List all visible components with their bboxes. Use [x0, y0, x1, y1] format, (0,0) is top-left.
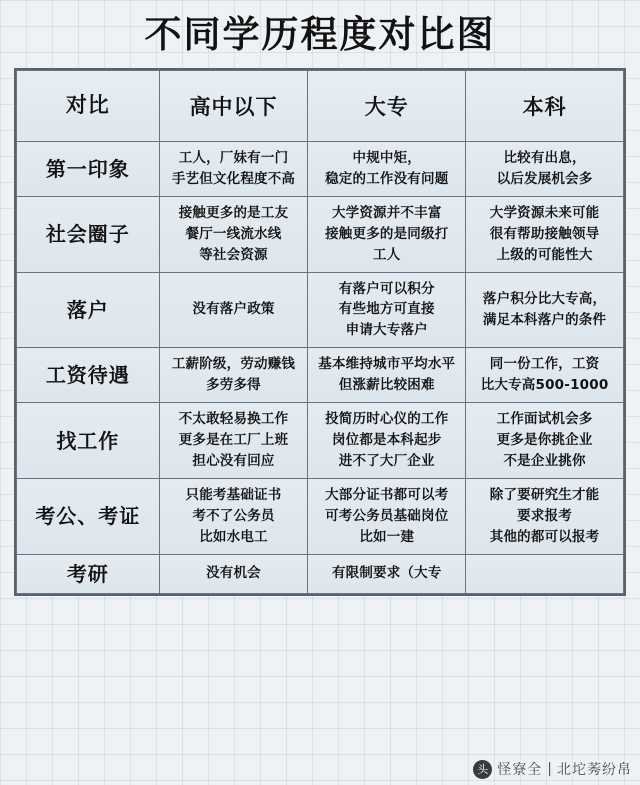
table-cell: [466, 196, 624, 272]
cell-line: 上级的可能性大: [496, 246, 593, 263]
cell-line: 担心没有回应: [192, 453, 275, 469]
cell-line: 岗位都是本科起步: [331, 432, 442, 449]
table-cell: [159, 478, 308, 554]
table-cell: [308, 403, 466, 479]
cell-line: 满足本科落户的条件: [482, 311, 607, 328]
cell-line: 要求报考: [517, 507, 572, 524]
cell-line: 等社会资源: [199, 246, 268, 263]
table-cell: [159, 196, 308, 272]
cell-line: 申请大专落户: [345, 322, 428, 339]
watermark: [473, 759, 632, 779]
cell-line: 基本维持城市平均水平: [318, 356, 456, 373]
cell-line: 大学资源未来可能: [489, 204, 600, 221]
page-title: 不同学历程度对比图: [144, 13, 496, 56]
table-row: [17, 272, 624, 348]
table-cell: [466, 403, 624, 479]
cell-line: 但涨薪比较困难: [338, 377, 435, 394]
table-cell: [308, 348, 466, 403]
cell-line: 工作面试机会多: [496, 411, 593, 428]
cell-line: 多劳多得: [206, 377, 261, 394]
column-header-bachelor: 本科: [466, 70, 624, 141]
table-cell: [308, 478, 466, 554]
cell-line: 比如水电工: [199, 528, 268, 545]
table-cell: [159, 348, 308, 403]
cell-line: 工人，厂妹有一门: [178, 149, 289, 166]
table-row: [17, 478, 624, 554]
cell-line: 比如一建: [359, 528, 415, 545]
watermark-handle: 北坨莠纷帛: [557, 762, 632, 778]
cell-line: 更多是你挑企业: [496, 432, 593, 449]
table-cell: [159, 403, 308, 479]
table-cell: [308, 272, 466, 348]
table-cell: [308, 141, 466, 196]
table-header-row: [17, 70, 624, 141]
cell-line: 不是企业挑你: [503, 453, 586, 469]
row-label: 落户: [17, 272, 160, 348]
column-header-below-highschool: 高中以下: [159, 70, 308, 141]
cell-line: 工薪阶级，劳动赚钱: [171, 356, 296, 373]
cell-line: 没有落户政策: [192, 301, 275, 318]
cell-line: 进不了大厂企业: [338, 453, 435, 469]
table-cell: [466, 272, 624, 348]
cell-line: 比较有出息，: [503, 149, 586, 166]
table-cell: [159, 141, 308, 196]
row-label: 考研: [17, 554, 160, 593]
cell-line: 除了要研究生才能: [489, 486, 600, 503]
row-label: 找工作: [17, 403, 160, 479]
table-row: [17, 141, 624, 196]
cell-line: 不太敢轻易换工作: [178, 411, 289, 428]
row-label: 工资待遇: [17, 348, 160, 403]
table-cell: [466, 478, 624, 554]
cell-line: 同一份工作，工资: [489, 356, 600, 373]
cell-line: 考不了公务员: [192, 507, 275, 524]
cell-line: 比大专高500-1000: [480, 377, 609, 394]
watermark-separator: |: [547, 761, 552, 777]
table-row: [17, 403, 624, 479]
table-cell: [466, 554, 624, 593]
cell-line: 大部分证书都可以考: [325, 486, 449, 503]
cell-line: 投简历时心仪的工作: [325, 411, 449, 428]
cell-line: 有限制要求（大专: [331, 565, 442, 582]
cell-line: 只能考基础证书: [185, 486, 282, 503]
watermark-logo-icon: 头: [473, 760, 492, 779]
cell-line: 有落户可以积分: [338, 280, 435, 297]
cell-line: 更多是在工厂上班: [178, 432, 289, 449]
table-cell: [466, 348, 624, 403]
comparison-table-container: [14, 68, 626, 596]
column-header-compare: 对比: [17, 70, 160, 141]
table-cell: [308, 196, 466, 272]
cell-line: 接触更多的是工友: [178, 204, 289, 221]
table-row: [17, 196, 624, 272]
cell-line: 落户积分比大专高，: [482, 291, 607, 307]
table-cell: [159, 554, 308, 593]
table-cell: [466, 141, 624, 196]
column-header-college: 大专: [308, 70, 466, 141]
row-label: 第一印象: [17, 141, 160, 196]
cell-line: 可考公务员基础岗位: [325, 507, 449, 524]
cell-line: 没有机会: [206, 565, 261, 582]
table-row: [17, 348, 624, 403]
cell-line: 中规中矩，: [352, 149, 421, 166]
row-label: 社会圈子: [17, 196, 160, 272]
cell-line: 手艺但文化程度不高: [171, 170, 296, 187]
cell-line: 大学资源并不丰富: [331, 204, 442, 221]
cell-line: 稳定的工作没有问题: [325, 170, 449, 187]
cell-line: 餐厅一线流水线: [185, 225, 282, 242]
cell-line: 很有帮助接触领导: [489, 225, 600, 242]
cell-line: 工人: [373, 246, 401, 263]
cell-line: 其他的都可以报考: [489, 528, 600, 545]
watermark-account-name: 怪寮全: [497, 762, 543, 778]
cell-line: 接触更多的是同级打: [325, 225, 449, 242]
row-label: 考公、考证: [17, 478, 160, 554]
cell-line: 有些地方可直接: [338, 301, 435, 318]
table-row: [17, 554, 624, 593]
comparison-table: [16, 70, 624, 594]
cell-line: 以后发展机会多: [496, 170, 593, 187]
table-cell: [308, 554, 466, 593]
table-cell: [159, 272, 308, 348]
